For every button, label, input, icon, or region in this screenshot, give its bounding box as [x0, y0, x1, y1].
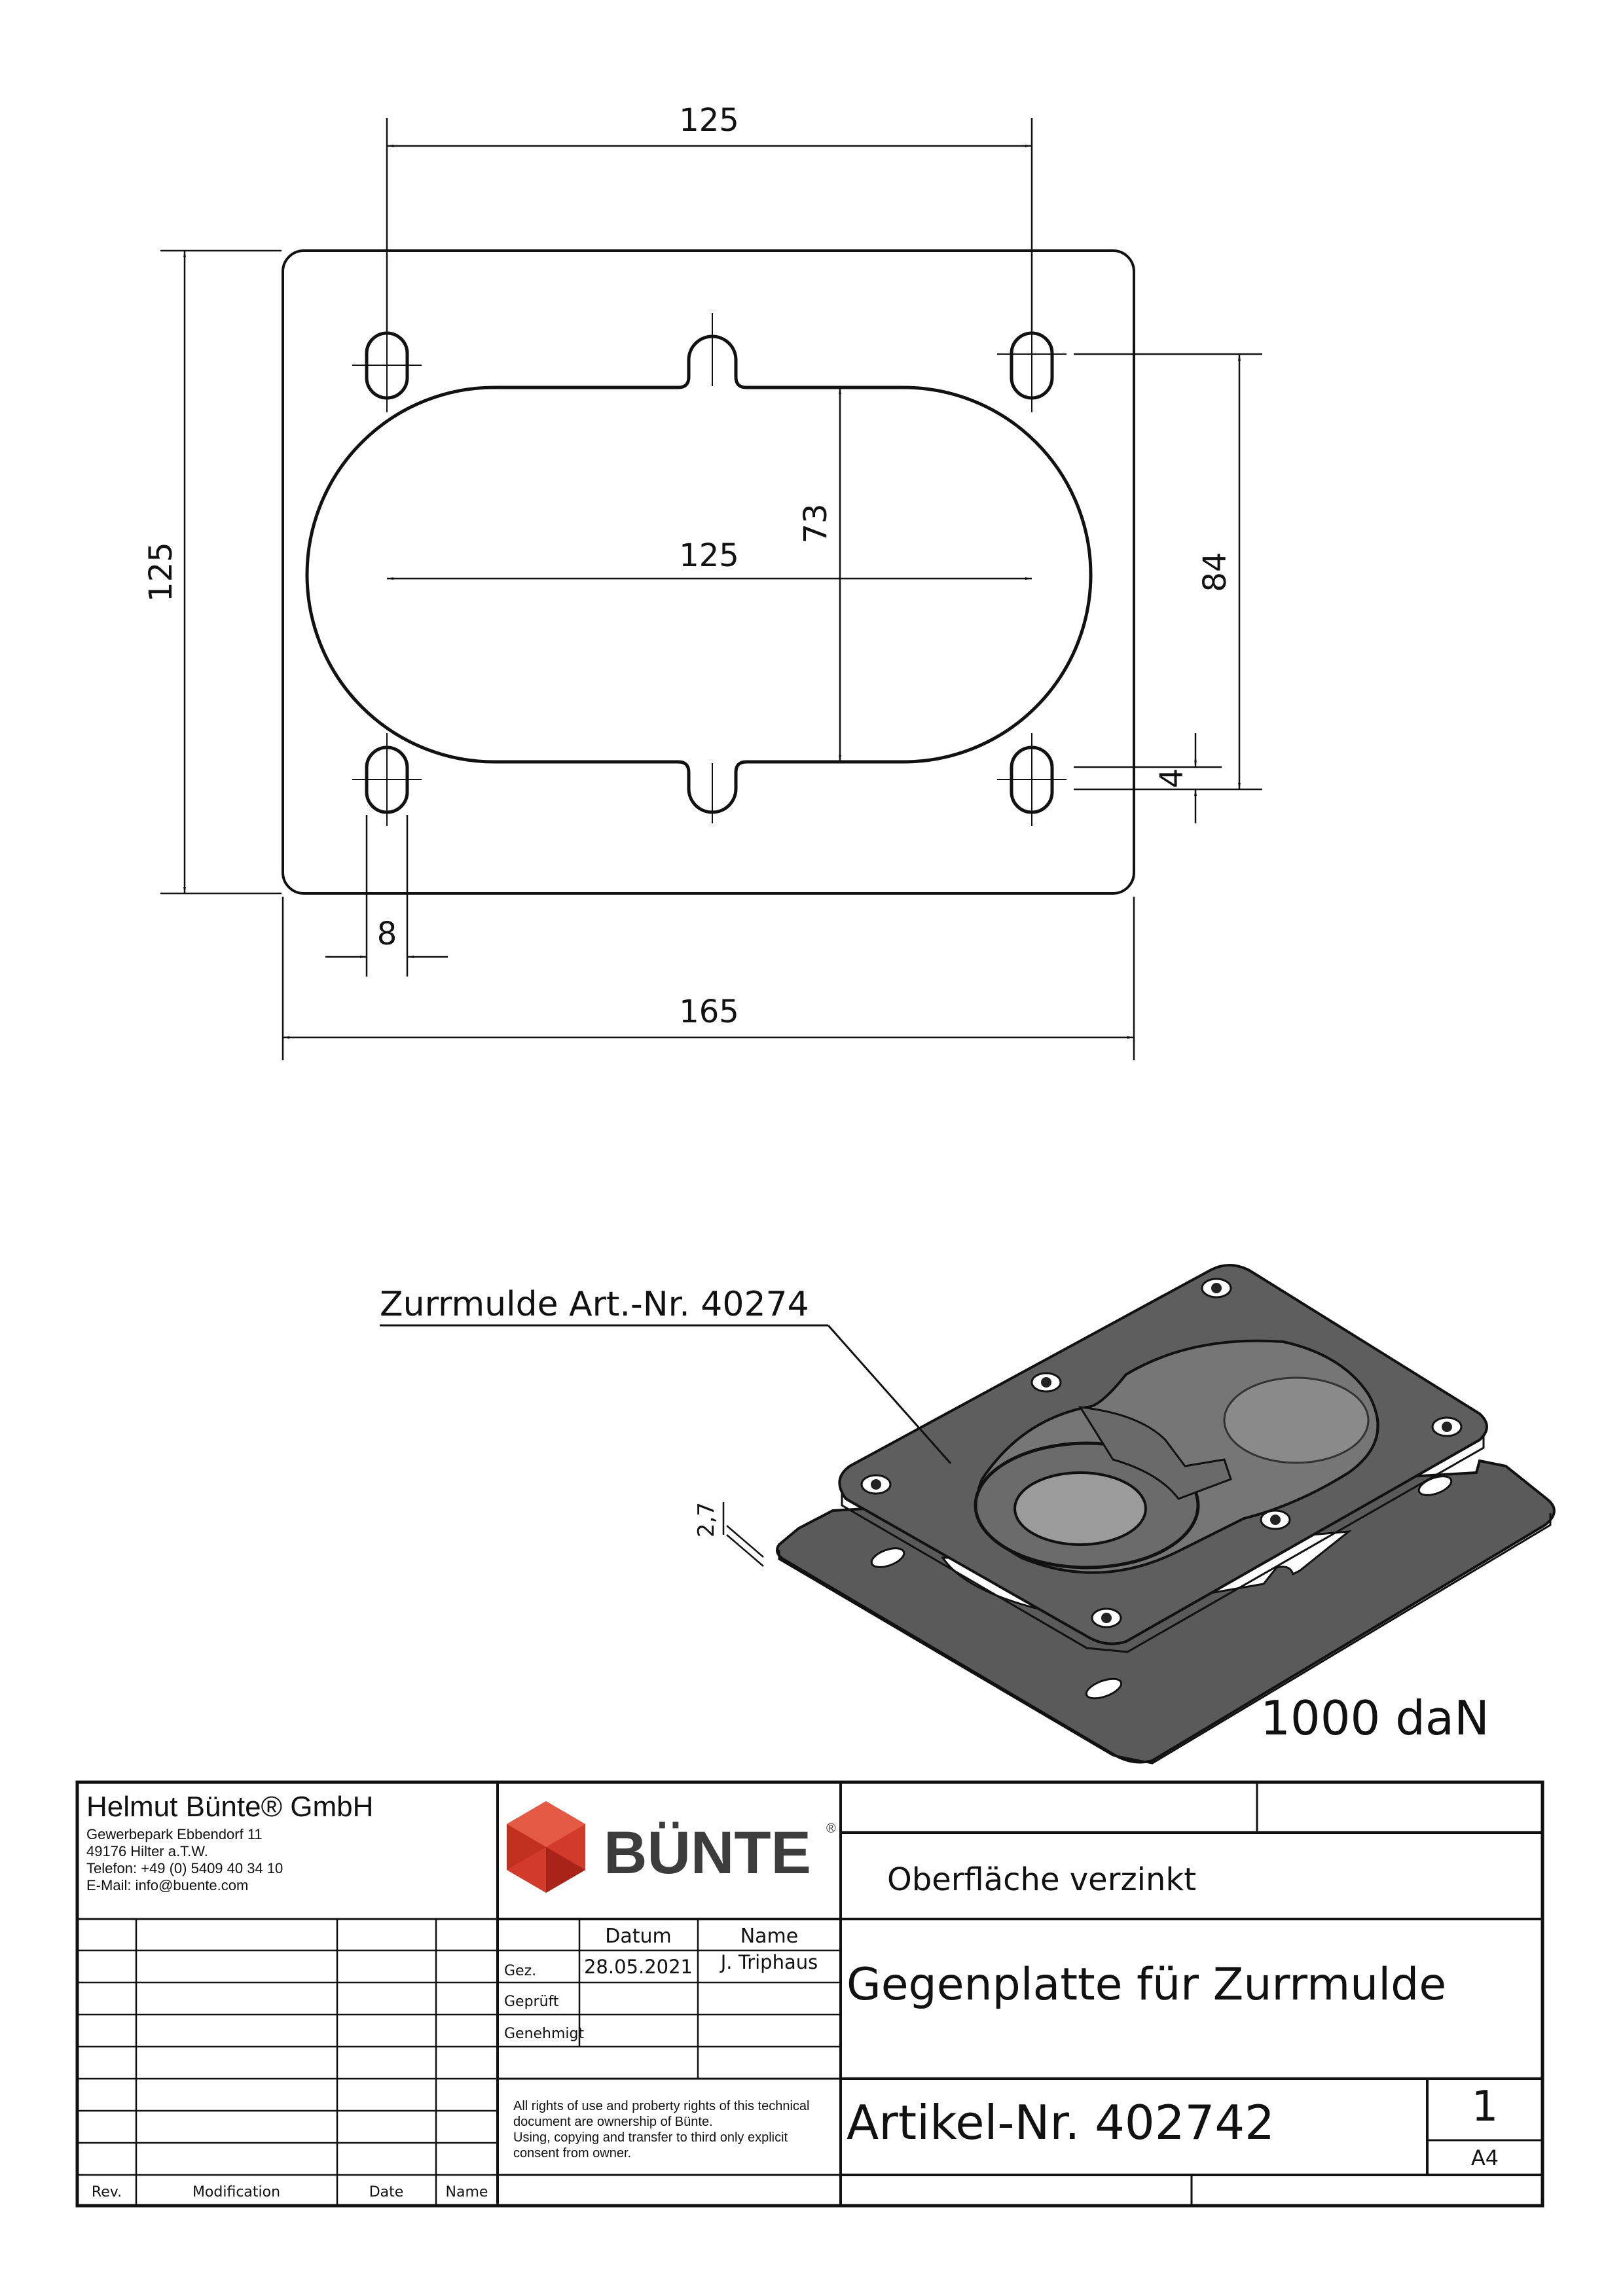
- header-date: Datum: [605, 1925, 672, 1948]
- modification-header: Modification: [192, 2184, 281, 2200]
- isometric-view: [380, 1265, 1554, 1763]
- checked-label: Geprüft: [504, 1994, 559, 2010]
- surface-note: Oberfläche verzinkt: [887, 1861, 1197, 1898]
- rights-note-3: Using, copying and transfer to third only explicit: [513, 2130, 788, 2145]
- sheet-number: 1: [1471, 2083, 1499, 2131]
- drawn-label: Gez.: [504, 1963, 537, 1979]
- date-header: Date: [369, 2184, 404, 2200]
- company-name: Helmut Bünte® GmbH: [86, 1791, 374, 1823]
- article-number: Artikel-Nr. 402742: [847, 2095, 1275, 2150]
- drawn-name: J. Triphaus: [720, 1951, 818, 1973]
- dim-top-width: 125: [679, 102, 739, 139]
- dim-inner-height: 73: [797, 503, 834, 544]
- dim-overall-width: 165: [679, 994, 739, 1030]
- dim-inner-width: 125: [679, 537, 739, 574]
- lashing-ring-inner: [1015, 1473, 1146, 1545]
- buente-logo: [507, 1801, 836, 1893]
- callout-leader: [828, 1325, 951, 1463]
- approved-label: Genehmigt: [504, 2026, 585, 2042]
- company-address-2: 49176 Hilter a.T.W.: [86, 1843, 208, 1859]
- callout-label: Zurrmulde Art.-Nr. 40274: [380, 1285, 809, 1324]
- company-email: E-Mail: info@buente.com: [86, 1877, 249, 1893]
- inner-opening: [307, 336, 1091, 812]
- company-address-1: Gewerbepark Ebbendorf 11: [86, 1826, 263, 1842]
- dim-left-height: 125: [143, 542, 179, 602]
- dim-slot-offset: 4: [1154, 768, 1190, 789]
- rev-header: Rev.: [91, 2184, 122, 2200]
- logo-text: BÜNTE: [604, 1820, 811, 1886]
- rights-note-4: consent from owner.: [513, 2146, 632, 2161]
- rights-note-2: document are ownership of Bünte.: [513, 2115, 713, 2129]
- paper-format: A4: [1470, 2145, 1499, 2170]
- load-rating: 1000 daN: [1260, 1691, 1489, 1746]
- thickness-label: 2,7: [693, 1501, 720, 1538]
- rights-note-1: All rights of use and proberty rights of this technical: [513, 2099, 810, 2113]
- company-phone: Telefon: +49 (0) 5409 40 34 10: [86, 1860, 283, 1876]
- dim-hole-spacing: 84: [1197, 552, 1233, 592]
- well-floor: [1224, 1378, 1368, 1463]
- dim-slot-width: 8: [376, 916, 397, 952]
- header-name: Name: [740, 1925, 799, 1948]
- name-header: Name: [445, 2184, 488, 2200]
- company-info: [86, 1791, 373, 1893]
- drawn-date: 28.05.2021: [583, 1956, 693, 1978]
- dimension-lines: [160, 118, 1262, 1060]
- drawing-title: Gegenplatte für Zurrmulde: [847, 1959, 1447, 2011]
- logo-registered: ®: [826, 1821, 836, 1836]
